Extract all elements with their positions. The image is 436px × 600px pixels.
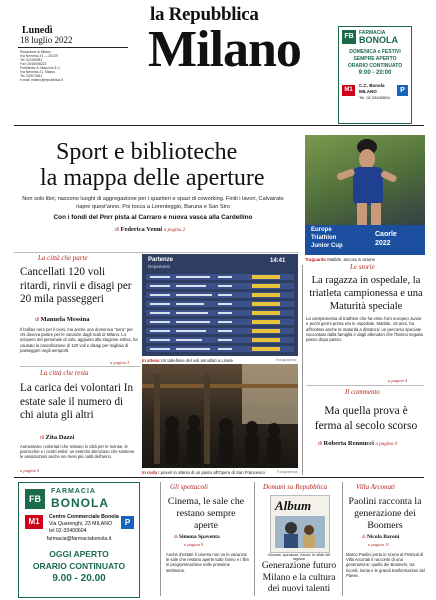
ad-address: C.C. Bonola	[359, 83, 385, 88]
lead-byline	[115, 226, 185, 233]
volunteer-headline[interactable]: La carica dei volontari In estate sale il numero di chi aiuta gli altri	[20, 382, 134, 421]
ad-open-1: OGGI APERTO	[49, 549, 109, 559]
caption-kicker: In attesa	[142, 358, 160, 363]
comment-headline[interactable]: Ma quella prova è ferma al secolo scorso	[314, 405, 418, 432]
bottom-divider-2	[254, 482, 255, 596]
info-line: Tel. 02/480981	[20, 58, 43, 62]
lead-headline-1[interactable]: Sport e biblioteche	[56, 139, 238, 165]
byline-prefix: di	[362, 534, 366, 539]
caption-kicker: In coda	[142, 470, 158, 475]
album-headline[interactable]: Generazione futuro Milano e la cultura dei nuovi talenti	[261, 560, 337, 594]
volunteer-kicker: La città che resta	[40, 369, 89, 377]
left-byline	[35, 316, 89, 323]
caption-text: Un tabellone del voli annullati a Linate	[160, 358, 234, 363]
spettacoli-page: a pagina 9	[184, 542, 204, 547]
left-kicker: La città che parte	[38, 254, 88, 262]
pharmacy-word: FARMACIA	[359, 30, 386, 36]
board-caption	[142, 358, 233, 363]
pharmacy-word: FARMACIA	[51, 488, 96, 495]
info-line: Fax 02/48098222	[20, 62, 47, 66]
lead-rule	[14, 252, 298, 253]
byline-author: Nicola Baroni	[366, 534, 400, 540]
city-title: Milano	[148, 21, 301, 78]
spettacoli-byline	[174, 534, 220, 540]
parking-badge: P	[397, 85, 408, 96]
byline-prefix: di	[35, 317, 39, 323]
villa-kicker: Villa Arconati	[356, 483, 395, 491]
byline-author: Manuela Messina	[40, 316, 90, 323]
queue-credit: Fotogramma	[277, 470, 298, 474]
spettacoli-headline[interactable]: Cinema, le sale che restano sempre aperte	[167, 496, 245, 531]
ad-line-2: Via Quarenghi, 23 MILANO	[49, 521, 113, 527]
album-caption: Giovani, speranze, futuro: le sfide dei ragazzi	[267, 553, 331, 561]
masthead-info	[20, 50, 130, 82]
date-full: 18 luglio 2022	[20, 35, 73, 45]
athlete-photo	[305, 135, 425, 255]
banner-text-1: Europe	[311, 227, 332, 233]
pharmacy-logo: FB	[25, 489, 45, 509]
volunteer-page: a pagina 5	[20, 468, 40, 473]
newspaper-name[interactable]: la Repubblica	[150, 4, 259, 25]
byline-author: Roberta Rennucci	[323, 440, 374, 447]
left-body: Il bollino nero per il cielo, ma anche una domenica "nera" per chi doveva partire per le vacanze dagli scali di Milano. Lo sciopero del personale di volo, aggiunto alla stagione estiva, ha causato la cancellazione di 120 voli e disagi per migliaia di passeggeri negli aeroporti.	[20, 327, 138, 353]
banner-year: 2022	[375, 240, 391, 247]
spettacoli-kicker: Gli spettacoli	[170, 483, 208, 491]
board-credit: Fotogramma	[276, 358, 297, 362]
info-line: Redazione di Milano	[20, 50, 51, 54]
byline-prefix: di	[174, 534, 178, 539]
ad-phone: Tel. 02.33400604	[359, 95, 390, 100]
spettacoli-body: Anche d'estate il cinema non va in vacanza: le sale che restano aperte tutto l'anno e i film in programmazione nelle prossime settimane.	[166, 552, 249, 573]
left-mid-rule	[20, 366, 140, 367]
info-line: Pubblicità: A. Manzoni & C.	[20, 66, 61, 70]
villa-page: a pagina 11	[368, 542, 390, 547]
byline-prefix: di	[115, 227, 119, 233]
right-kicker: Le storie	[350, 263, 375, 271]
volunteer-body: Aumentano i volontari che restano in città per le mense, le parrocchie e i centri estivi: un esercito silenzioso che sostiene le associazioni anche nei mesi più caldi dell'anno.	[20, 444, 135, 460]
page-ref: a pagina 4	[375, 442, 397, 447]
byline-prefix: di	[40, 435, 44, 441]
board-title: Partenze	[148, 257, 174, 263]
villa-headline[interactable]: Paolini racconta la generazione dei Boomers	[348, 496, 422, 531]
ad-open-2: ORARIO CONTINUATO	[32, 561, 126, 571]
ad-hours: 9.00 - 20.00	[52, 573, 106, 584]
date-day: Lunedì	[22, 25, 53, 36]
right-headline[interactable]: La ragazza in ospedale, la triatleta campionessa e una Maturità speciale	[309, 275, 423, 312]
bottom-rule	[14, 477, 424, 478]
lead-summary: Non solo libri, nascono luoghi di aggregazione per i quartieri e spazi di coworking. Finiti i lavori, Calvairate riapre quest'anno. Poi tocca a Lorenteggio, Baruna e San Siro	[22, 196, 284, 210]
queue-scene	[142, 364, 298, 468]
metro-badge: M1	[25, 515, 43, 529]
board-rows	[142, 272, 298, 356]
info-line: Tel. 02/574941	[20, 74, 43, 78]
parking-badge: P	[121, 516, 134, 529]
album-cover[interactable]	[270, 495, 330, 553]
caption-text: I poveri in attesa di un pasto all'Opera di San Francesco	[158, 470, 265, 475]
board-time: 14:41	[270, 258, 286, 264]
queue-photo	[142, 364, 298, 468]
ad-line-1: DOMENICA e FESTIVI	[349, 49, 401, 55]
left-page: a pagina 3	[110, 360, 130, 365]
album-title: Album	[275, 498, 312, 513]
date-underline	[18, 47, 128, 48]
page-ref: a pagina 2	[163, 228, 186, 233]
metro-badge: M1	[342, 85, 355, 96]
album-cover-art	[275, 516, 325, 548]
pharmacy-brand: BONOLA	[51, 496, 109, 510]
comment-rule	[306, 385, 424, 386]
info-line: Via Nervesa 21 — 20139	[20, 54, 58, 58]
byline-author: Federica Venni	[120, 226, 163, 233]
right-page: a pagina 4	[388, 378, 408, 383]
caption-text: Matilde, ancora in azione	[327, 257, 375, 262]
ad-line-2: SEMPRE APERTO	[353, 56, 397, 62]
banner-city: Caorle	[375, 231, 397, 238]
ad-line-3: ORARIO CONTINUATO	[347, 63, 403, 69]
board-subtitle: Departures	[148, 264, 171, 269]
villa-byline	[362, 534, 399, 540]
info-line: Via Nervesa 21, Milano	[20, 70, 55, 74]
pharmacy-logo: FB	[342, 30, 356, 44]
left-headline[interactable]: Cancellati 120 voli ritardi, rinvii e disagi per 20 mila passeggeri	[20, 266, 132, 305]
ad-city: MILANO	[359, 89, 377, 94]
ad-top-pharmacy[interactable]	[338, 26, 412, 124]
banner-text-3: Junior Cup	[311, 243, 343, 249]
comment-byline	[318, 440, 397, 447]
byline-author: Zita Dazzi	[45, 434, 75, 441]
ad-line-1: Centro Commerciale Bonola	[49, 514, 119, 520]
athlete-caption	[305, 257, 375, 262]
album-kicker: Domani su Repubblica	[263, 483, 328, 491]
ad-email[interactable]: farmacia@farmaciabonola.it	[46, 536, 112, 542]
bottom-divider-3	[342, 482, 343, 596]
banner-text-2: Triathlon	[311, 235, 337, 241]
pharmacy-brand: BONOLA	[359, 35, 398, 45]
byline-prefix: di	[318, 441, 322, 447]
ad-bottom-pharmacy[interactable]	[18, 482, 140, 598]
lead-headline-2[interactable]: la mappa delle aperture	[40, 165, 265, 191]
villa-body: Marco Paolini porta in scena al Festival di Villa Arconati il racconto di una generazione: quella dei Boomers, tra ricordi, ironia e le grandi trasformazioni del Paese.	[346, 552, 425, 578]
column-divider	[302, 265, 303, 475]
comment-kicker: Il commento	[345, 388, 380, 396]
queue-caption	[142, 470, 265, 475]
ad-hours: 9:00 - 20:00	[358, 70, 392, 76]
info-line: e-mail: milano@repubblica.it	[20, 78, 63, 82]
caption-kicker: Traguardo	[305, 257, 327, 262]
right-body: La campionessa di triathlon che ha vinto l'oro europeo Junior e pochi giorni prima era in ospedale. Matilde, 19 anni, ha affrontato anche la maturità a distanza: un percorso speciale raccontato dalla famiglia e dagli allenatori che l'hanno seguita passo dopo passo.	[306, 316, 423, 343]
volunteer-byline	[40, 434, 74, 441]
departures-board-photo	[142, 254, 298, 356]
lead-subhead: Con i fondi del Pnrr pista al Carraro e nuova vasca alla Cardellino	[53, 214, 253, 221]
bottom-divider-1	[160, 482, 161, 596]
masthead-rule	[14, 125, 424, 126]
ad-phone: tel 02-33400604	[49, 528, 87, 534]
byline-author: Simona Spaventa	[178, 534, 220, 540]
